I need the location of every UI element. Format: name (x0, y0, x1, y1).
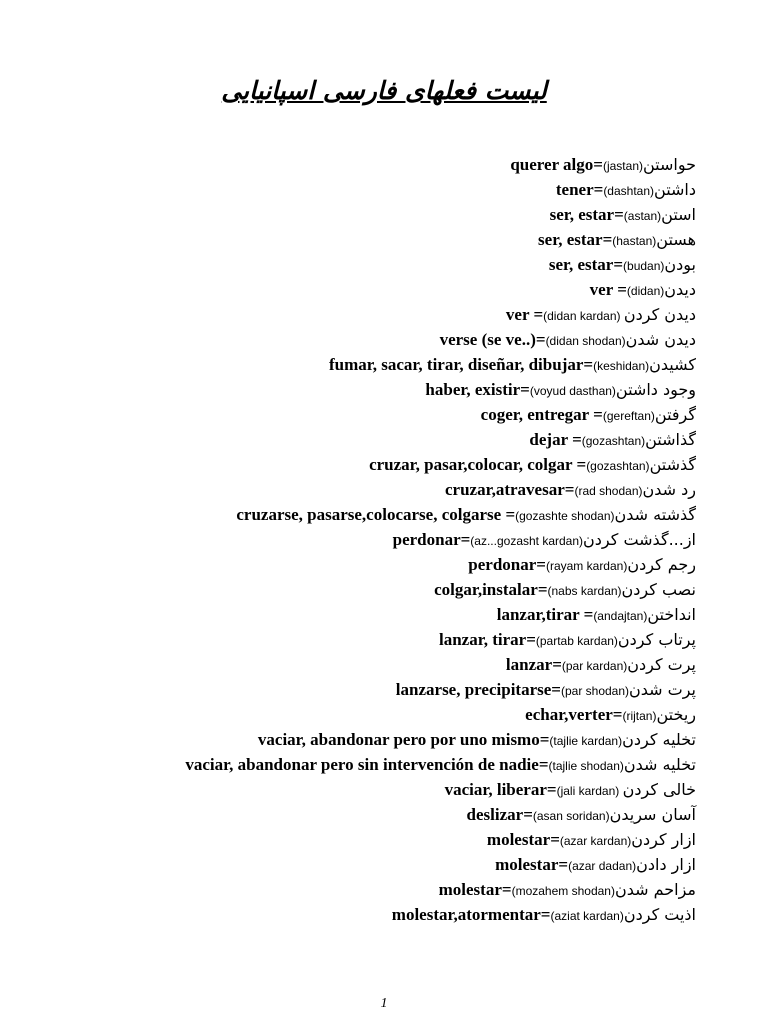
persian-verb: دیدن کردن (623, 305, 696, 324)
transliteration: (asan soridan) (532, 809, 610, 823)
persian-verb: رد شدن (642, 480, 696, 499)
equals-sign: = (523, 805, 533, 824)
transliteration: (rayam kardan) (545, 559, 628, 573)
equals-sign: = (614, 205, 624, 224)
spanish-verb: molestar (438, 880, 502, 899)
spanish-verb: colgar,instalar (434, 580, 538, 599)
transliteration: (partab kardan) (535, 634, 618, 648)
persian-verb: بودن (664, 255, 696, 274)
persian-verb: آسان سریدن (609, 805, 696, 824)
spanish-verb: vaciar, liberar (444, 780, 547, 799)
spanish-verb: molestar (486, 830, 551, 849)
persian-verb: تخلیه شدن (623, 755, 696, 774)
verb-entry (16, 477, 696, 502)
equals-sign: = (501, 880, 512, 899)
spanish-verb: deslizar (466, 805, 524, 824)
transliteration: (jali kardan) (556, 784, 623, 798)
transliteration: (didan shodan) (545, 334, 626, 348)
spanish-verb: cruzarse, pasarse,colocarse, colgarse (236, 505, 506, 524)
persian-verb: نصب کردن (621, 580, 696, 599)
verb-entry (16, 602, 696, 627)
persian-verb: پرتاب کردن (617, 630, 696, 649)
verb-entry (16, 352, 696, 377)
transliteration: (mozahem shodan) (511, 884, 615, 898)
equals-sign: = (593, 155, 603, 174)
transliteration: (gozashtan) (586, 459, 650, 473)
verb-entry (16, 852, 696, 877)
transliteration: (didan) (626, 284, 665, 298)
spanish-verb: lanzar (505, 655, 553, 674)
equals-sign: = (520, 380, 530, 399)
transliteration: (voyud dasthan) (529, 384, 616, 398)
spanish-verb: echar,verter (525, 705, 613, 724)
transliteration: (rijtan) (622, 709, 657, 723)
verb-entry (16, 727, 696, 752)
transliteration: (dashtan) (603, 184, 655, 198)
spanish-verb: vaciar, abandonar pero sin intervención de nadie (185, 755, 539, 774)
transliteration: (didan kardan) (543, 309, 624, 323)
transliteration: (nabs kardan) (547, 584, 622, 598)
equals-sign: = (617, 280, 627, 299)
verb-entry (16, 452, 696, 477)
equals-sign: = (602, 230, 613, 249)
spanish-verb: vaciar, abandonar pero por uno mismo (257, 730, 540, 749)
persian-verb: حواستن (642, 155, 696, 174)
persian-verb: مزاحم شدن (614, 880, 696, 899)
persian-verb: تخلیه کردن (622, 730, 696, 749)
verb-entry (16, 302, 696, 327)
page-title: لیست فعلهای فارسی اسپانیایی (221, 76, 547, 105)
transliteration: (budan) (623, 259, 665, 273)
transliteration: (keshidan) (593, 359, 650, 373)
persian-verb: ازار کردن (631, 830, 696, 849)
persian-verb: استن (661, 205, 696, 224)
spanish-verb: molestar,atormentar (391, 905, 541, 924)
persian-verb: اذیت کردن (623, 905, 696, 924)
transliteration: (tajlie kardan) (549, 734, 623, 748)
spanish-verb: haber, existir (425, 380, 521, 399)
persian-verb: گذشتن (649, 455, 696, 474)
transliteration: (azar dadan) (568, 859, 637, 873)
transliteration: (andajtan) (593, 609, 648, 623)
persian-verb: پرت کردن (627, 655, 696, 674)
equals-sign: = (612, 705, 623, 724)
equals-sign: = (593, 405, 603, 424)
verb-entry (16, 702, 696, 727)
spanish-verb: lanzarse, precipitarse (395, 680, 552, 699)
verb-entry (16, 502, 696, 527)
equals-sign: = (593, 180, 604, 199)
spanish-verb: molestar (495, 855, 559, 874)
spanish-verb: tener (555, 180, 594, 199)
transliteration: (azar kardan) (559, 834, 632, 848)
verb-entry (16, 252, 696, 277)
persian-verb: از...گذشت کردن (583, 530, 696, 549)
equals-sign: = (505, 505, 516, 524)
verb-entry (16, 427, 696, 452)
verb-entry (16, 527, 696, 552)
verb-entry (16, 877, 696, 902)
spanish-verb: ser, estar (548, 255, 614, 274)
spanish-verb: dejar (529, 430, 573, 449)
page-number: 1 (380, 996, 388, 1011)
verb-list (16, 152, 696, 927)
transliteration: (gozashte shodan) (515, 509, 615, 523)
verb-entry (16, 402, 696, 427)
persian-verb: پرت شدن (629, 680, 696, 699)
verb-entry (16, 277, 696, 302)
equals-sign: = (551, 680, 561, 699)
transliteration: (hastan) (612, 234, 657, 248)
verb-entry (16, 552, 696, 577)
transliteration: (tajlie shodan) (548, 759, 624, 773)
persian-verb: انداختن (647, 605, 696, 624)
persian-verb: گذشته شدن (614, 505, 696, 524)
equals-sign: = (536, 555, 546, 574)
persian-verb: دیدن (664, 280, 696, 299)
persian-verb: دیدن شدن (625, 330, 696, 349)
persian-verb: خالی کردن (622, 780, 696, 799)
equals-sign: = (550, 830, 560, 849)
equals-sign: = (572, 430, 582, 449)
persian-verb: کشیدن (649, 355, 696, 374)
transliteration: (par kardan) (561, 659, 628, 673)
equals-sign: = (533, 305, 544, 324)
spanish-verb: perdonar (468, 555, 537, 574)
spanish-verb: lanzar, tirar (439, 630, 527, 649)
verb-entry (16, 652, 696, 677)
equals-sign: = (526, 630, 536, 649)
spanish-verb: cruzar,atravesar (445, 480, 565, 499)
transliteration: (rad shodan) (574, 484, 643, 498)
spanish-verb: ver (505, 305, 534, 324)
transliteration: (az...gozasht kardan) (470, 534, 584, 548)
verb-entry (16, 152, 696, 177)
verb-entry (16, 227, 696, 252)
equals-sign: = (460, 530, 471, 549)
equals-sign: = (537, 580, 548, 599)
verb-entry (16, 327, 696, 352)
equals-sign: = (613, 255, 624, 274)
spanish-verb: verse (se ve..) (439, 330, 536, 349)
transliteration: (astan) (623, 209, 662, 223)
equals-sign: = (552, 655, 562, 674)
persian-verb: ازار دادن (636, 855, 696, 874)
persian-verb: ریختن (656, 705, 696, 724)
persian-verb: گرفتن (654, 405, 696, 424)
equals-sign: = (540, 905, 551, 924)
verb-entry (16, 202, 696, 227)
equals-sign: = (583, 605, 594, 624)
verb-entry (16, 752, 696, 777)
equals-sign: = (583, 355, 594, 374)
transliteration: (par shodan) (560, 684, 630, 698)
equals-sign: = (546, 780, 557, 799)
persian-verb: رجم کردن (627, 555, 696, 574)
equals-sign: = (535, 330, 546, 349)
equals-sign: = (558, 855, 569, 874)
spanish-verb: coger, entregar (480, 405, 594, 424)
verb-entry (16, 802, 696, 827)
transliteration: (gozashtan) (581, 434, 646, 448)
spanish-verb: cruzar, pasar,colocar, colgar (369, 455, 577, 474)
equals-sign: = (576, 455, 587, 474)
verb-entry (16, 827, 696, 852)
persian-verb: گذاشتن (645, 430, 696, 449)
verb-entry (16, 577, 696, 602)
spanish-verb: ver (589, 280, 618, 299)
spanish-verb: ser, estar (549, 205, 615, 224)
verb-entry (16, 177, 696, 202)
verb-entry (16, 677, 696, 702)
equals-sign: = (538, 755, 549, 774)
verb-entry (16, 377, 696, 402)
transliteration: (jastan) (602, 159, 643, 173)
equals-sign: = (564, 480, 575, 499)
persian-verb: وجود داشتن (615, 380, 696, 399)
verb-entry (16, 777, 696, 802)
persian-verb: داشتن (654, 180, 696, 199)
spanish-verb: perdonar (392, 530, 461, 549)
spanish-verb: ser, estar (538, 230, 603, 249)
transliteration: (gereftan) (602, 409, 655, 423)
persian-verb: هستن (656, 230, 696, 249)
spanish-verb: fumar, sacar, tirar, diseñar, dibujar (329, 355, 584, 374)
spanish-verb: lanzar,tirar (496, 605, 584, 624)
verb-entry (16, 902, 696, 927)
transliteration: (aziat kardan) (550, 909, 624, 923)
equals-sign: = (539, 730, 550, 749)
spanish-verb: querer algo (510, 155, 594, 174)
verb-entry (16, 627, 696, 652)
